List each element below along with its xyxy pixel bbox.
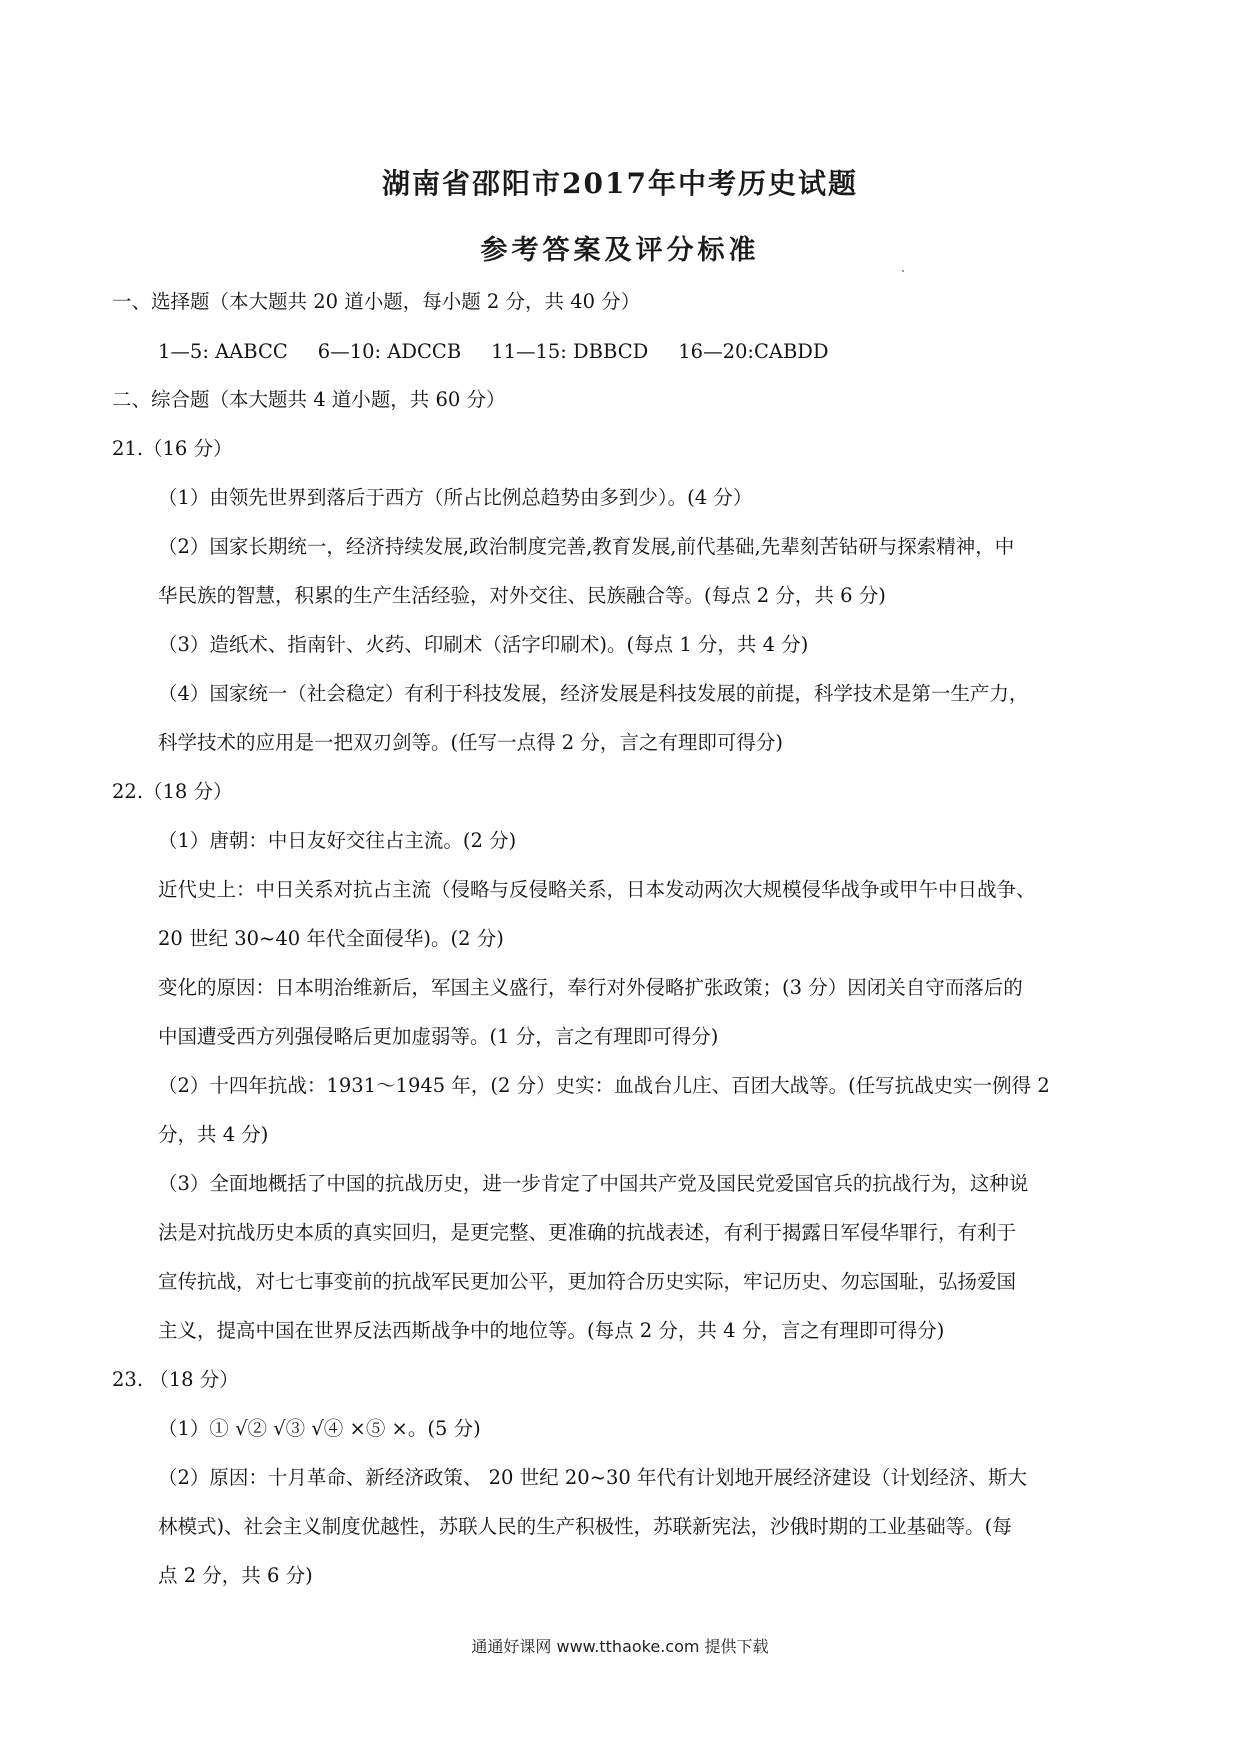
question-21-number: 21.（16 分）: [112, 437, 233, 460]
q22-answer-1: （1）唐朝：中日友好交往占主流。(2 分): [158, 829, 517, 852]
answer-group-3: 11—15: DBBCD: [491, 340, 649, 363]
q21-answer-4-line-2: 科学技术的应用是一把双刃剑等。(任写一点得 2 分，言之有理即可得分): [158, 731, 784, 754]
q22-reasons-line-2: 中国遭受西方列强侵略后更加虚弱等。(1 分，言之有理即可得分): [158, 1025, 719, 1048]
q22-answer-3-line-3: 宣传抗战，对七七事变前的抗战军民更加公平，更加符合历史实际，牢记历史、勿忘国耻，弘扬爱国: [158, 1270, 1017, 1293]
q22-answer-2-line-2: 分，共 4 分): [158, 1123, 269, 1146]
section-1-heading: 一、选择题（本大题共 20 道小题，每小题 2 分，共 40 分）: [112, 290, 641, 313]
q22-answer-2-line-1: （2）十四年抗战：1931～1945 年，(2 分）史实：血战台儿庄、百团大战等。(任写抗战史实一例得 2: [158, 1074, 1050, 1097]
q23-answer-2-line-2: 林模式)、社会主义制度优越性，苏联人民的生产积极性，苏联新宪法，沙俄时期的工业基础等。(每: [158, 1515, 1012, 1538]
section-2-heading: 二、综合题（本大题共 4 道小题，共 60 分）: [112, 388, 506, 411]
footer-download-credit: 通通好课网 www.tthaoke.com 提供下载: [471, 1637, 769, 1656]
q22-answer-3-line-1: （3）全面地概括了中国的抗战历史，进一步肯定了中国共产党及国民党爱国官兵的抗战行为，这种说: [158, 1172, 1029, 1195]
q22-modern-history-line-2: 20 世纪 30~40 年代全面侵华)。(2 分): [158, 927, 504, 950]
q23-answer-1: （1）① √② √③ √④ ×⑤ ×。(5 分): [158, 1417, 481, 1440]
page-subtitle: 参考答案及评分标准: [480, 235, 760, 266]
q21-answer-1: （1）由领先世界到落后于西方（所占比例总趋势由多到少）。(4 分）: [158, 486, 753, 509]
q23-answer-2-line-3: 点 2 分，共 6 分): [158, 1564, 313, 1587]
q22-reasons-line-1: 变化的原因：日本明治维新后，军国主义盛行，奉行对外侵略扩张政策；(3 分）因闭关自守而落后的: [158, 976, 1023, 999]
multiple-choice-answers: [158, 338, 829, 366]
q21-answer-3: （3）造纸术、指南针、火药、印刷术（活字印刷术)。(每点 1 分，共 4 分): [158, 633, 809, 656]
q21-answer-2-line-1: （2）国家长期统一，经济持续发展,政治制度完善,教育发展,前代基础,先辈刻苦钻研与探索精神，中: [158, 535, 1015, 558]
question-23-number: 23. （18 分）: [112, 1368, 239, 1391]
q22-answer-3-line-4: 主义，提高中国在世界反法西斯战争中的地位等。(每点 2 分，共 4 分，言之有理即可得分): [158, 1319, 945, 1342]
page-title: 湖南省邵阳市2017年中考历史试题: [382, 167, 858, 200]
answer-group-2: 6—10: ADCCB: [317, 340, 462, 363]
question-22-number: 22.（18 分）: [112, 780, 233, 803]
scan-speck: [902, 270, 904, 272]
q21-answer-4-line-1: （4）国家统一（社会稳定）有利于科技发展，经济发展是科技发展的前提，科学技术是第一生产力，: [158, 682, 1029, 705]
answer-group-4: 16—20:CABDD: [678, 340, 829, 363]
answer-group-1: 1—5: AABCC: [158, 340, 288, 363]
q23-answer-2-line-1: （2）原因：十月革命、新经济政策、 20 世纪 20~30 年代有计划地开展经济建设（计划经济、斯大: [158, 1466, 1027, 1489]
q22-answer-3-line-2: 法是对抗战历史本质的真实回归，是更完整、更准确的抗战表述，有利于揭露日军侵华罪行，有利于: [158, 1221, 1017, 1244]
q21-answer-2-line-2: 华民族的智慧，积累的生产生活经验，对外交往、民族融合等。(每点 2 分，共 6 分): [158, 584, 886, 607]
q22-modern-history-line-1: 近代史上：中日关系对抗占主流（侵略与反侵略关系，日本发动两次大规模侵华战争或甲午中日战争、: [158, 878, 1036, 901]
